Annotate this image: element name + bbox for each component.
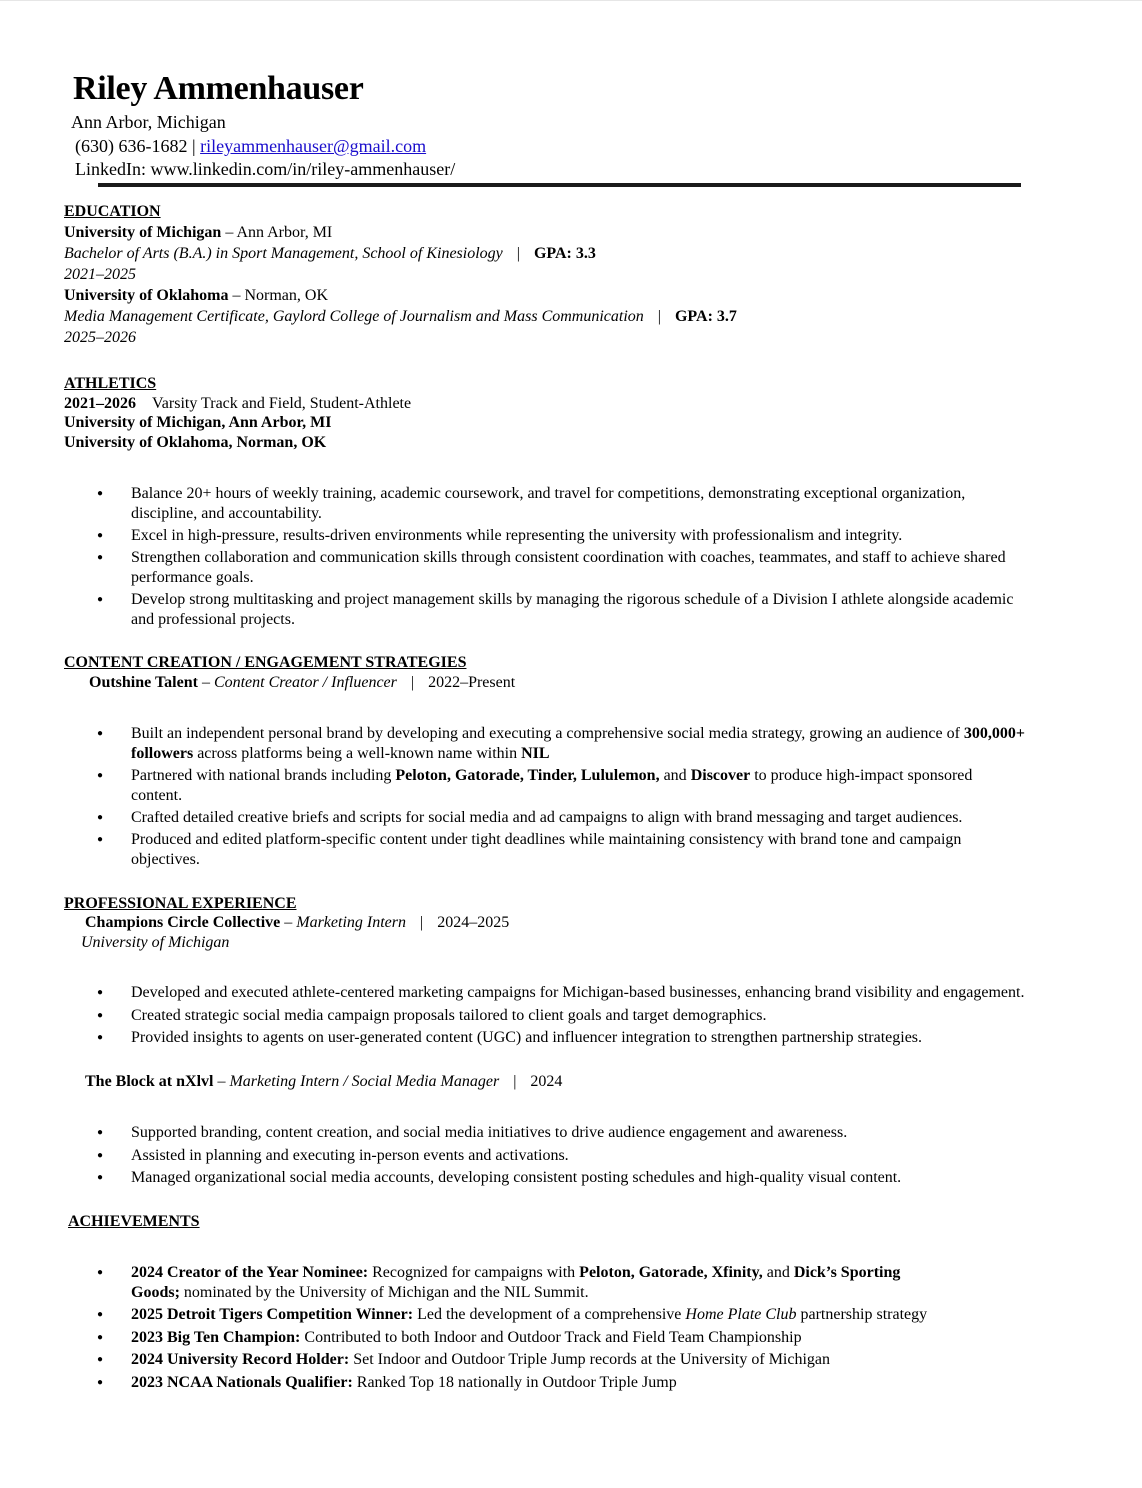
athletics-school-1: University of Michigan, Ann Arbor, MI	[64, 414, 332, 431]
list-item: ● 2024 Creator of the Year Nominee: Recognized for campaigns with Peloton, Gatorade, Xfinity, and Dick’s Sporting Goods; nominated by the University of Michigan and the NIL Summit.	[131, 1263, 1091, 1302]
list-item: ● Partnered with national brands including Peloton, Gatorade, Tinder, Lululemon, and Discover to produce high-impact sponsored content.	[131, 766, 1091, 805]
email-link[interactable]: rileyammenhauser@gmail.com	[200, 136, 427, 156]
content-role: Content Creator / Influencer	[213, 674, 397, 691]
separator: |	[513, 1073, 517, 1090]
list-item: ● Produced and edited platform-specific content under tight deadlines while maintaining consistency with brand tone and campaign objectives.	[131, 830, 1091, 869]
list-item: ● Developed and executed athlete-centered marketing campaigns for Michigan-based businesses, enhancing brand visibility and engagement.	[131, 983, 1111, 1003]
school-2-dates: 2025–2026	[64, 329, 136, 346]
candidate-name: Riley Ammenhauser	[73, 70, 364, 107]
list-item: ● Supported branding, content creation, and social media initiatives to drive audience engagement and awareness.	[131, 1123, 1091, 1143]
school-2	[64, 288, 328, 304]
school-2-degree-line	[64, 309, 737, 325]
job-1-dates: 2024–2025	[437, 914, 510, 931]
school-1	[64, 225, 332, 241]
list-item: ● 2025 Detroit Tigers Competition Winner: Led the development of a comprehensive Home Plate Club partnership strategy	[131, 1305, 1091, 1325]
school-1-location: – Ann Arbor, MI	[221, 224, 333, 241]
list-item: ● Balance 20+ hours of weekly training, academic coursework, and travel for competitions, demonstrating exceptional organization, discipline, and accountability.	[131, 484, 1091, 523]
job-1-org: Champions Circle Collective	[85, 914, 281, 931]
list-item: ● Develop strong multitasking and project management skills by managing the rigorous schedule of a Division I athlete alongside academic and professional projects.	[131, 590, 1091, 629]
school-1-degree-line	[64, 246, 596, 262]
list-item: ● Managed organizational social media accounts, developing consistent posting schedules and high-quality visual content.	[131, 1168, 1091, 1188]
list-item: ● Created strategic social media campaign proposals tailored to client goals and target demographics.	[131, 1006, 1091, 1026]
separator: |	[657, 308, 661, 325]
page-top-border	[0, 0, 1142, 1]
list-item: ● 2023 Big Ten Champion: Contributed to both Indoor and Outdoor Track and Field Team Championship	[131, 1328, 1091, 1348]
job-2-role-line: The Block at nXlvl – Marketing Intern / Social Media Manager | 2024	[85, 1073, 563, 1090]
content-role-line: Outshine Talent – Content Creator / Influencer | 2022–Present	[89, 674, 516, 691]
school-1-dates: 2021–2025	[64, 266, 136, 283]
school-2-degree: Media Management Certificate, Gaylord College of Journalism and Mass Communication	[64, 308, 644, 325]
list-item: ● Provided insights to agents on user-generated content (UGC) and influencer integration to strengthen partnership strategies.	[131, 1028, 1091, 1048]
phone: (630) 636-1682 |	[75, 136, 196, 156]
athletics-school-2: University of Oklahoma, Norman, OK	[64, 434, 327, 451]
education-heading: EDUCATION	[64, 203, 161, 220]
athletics-role-line	[64, 396, 411, 412]
list-item: ● Excel in high-pressure, results-driven environments while representing the university with professionalism and integrity.	[131, 526, 1091, 546]
list-item: ● 2023 NCAA Nationals Qualifier: Ranked Top 18 nationally in Outdoor Triple Jump	[131, 1373, 1091, 1393]
job-1-role-line: Champions Circle Collective – Marketing Intern | 2024–2025	[85, 914, 510, 931]
achievements-heading: ACHIEVEMENTS	[68, 1213, 200, 1230]
list-item: ● Built an independent personal brand by developing and executing a comprehensive social media strategy, growing an audience of 300,000+ followers across platforms being a well-known name within NIL	[131, 724, 1096, 763]
content-dates: 2022–Present	[428, 674, 516, 691]
list-item: ● Crafted detailed creative briefs and scripts for social media and ad campaigns to align with brand messaging and target audiences.	[131, 808, 1091, 828]
school-1-degree: Bachelor of Arts (B.A.) in Sport Management, School of Kinesiology	[64, 245, 503, 262]
school-2-location: – Norman, OK	[228, 287, 328, 304]
list-item: ● Strengthen collaboration and communication skills through consistent coordination with coaches, teammates, and staff to achieve shared performance goals.	[131, 548, 1091, 587]
athletics-role: Varsity Track and Field, Student-Athlete	[152, 395, 412, 412]
header-divider	[98, 183, 1021, 187]
separator: |	[516, 245, 520, 262]
list-item: ● 2024 University Record Holder: Set Indoor and Outdoor Triple Jump records at the University of Michigan	[131, 1350, 1091, 1370]
contact-line	[75, 137, 426, 155]
school-1-gpa: GPA: 3.3	[533, 245, 596, 262]
location: Ann Arbor, Michigan	[71, 112, 226, 132]
linkedin: LinkedIn: www.linkedin.com/in/riley-ammenhauser/	[75, 159, 456, 179]
job-2-role: Marketing Intern / Social Media Manager	[229, 1073, 500, 1090]
experience-heading: PROFESSIONAL EXPERIENCE	[64, 895, 297, 912]
school-1-name: University of Michigan	[64, 224, 222, 241]
job-1-role: Marketing Intern	[296, 914, 406, 931]
job-1-location: University of Michigan	[81, 934, 230, 951]
job-2-dates: 2024	[530, 1073, 563, 1090]
school-2-gpa: GPA: 3.7	[674, 308, 737, 325]
separator: |	[410, 674, 415, 691]
job-2-org: The Block at nXlvl	[85, 1073, 214, 1090]
athletics-heading: ATHLETICS	[64, 375, 157, 392]
content-org: Outshine Talent	[89, 674, 198, 691]
athletics-years: 2021–2026	[64, 395, 136, 412]
school-2-name: University of Oklahoma	[64, 287, 229, 304]
list-item: ● Assisted in planning and executing in-person events and activations.	[131, 1146, 1091, 1166]
content-heading: CONTENT CREATION / ENGAGEMENT STRATEGIES	[64, 654, 467, 671]
separator: |	[419, 914, 424, 931]
